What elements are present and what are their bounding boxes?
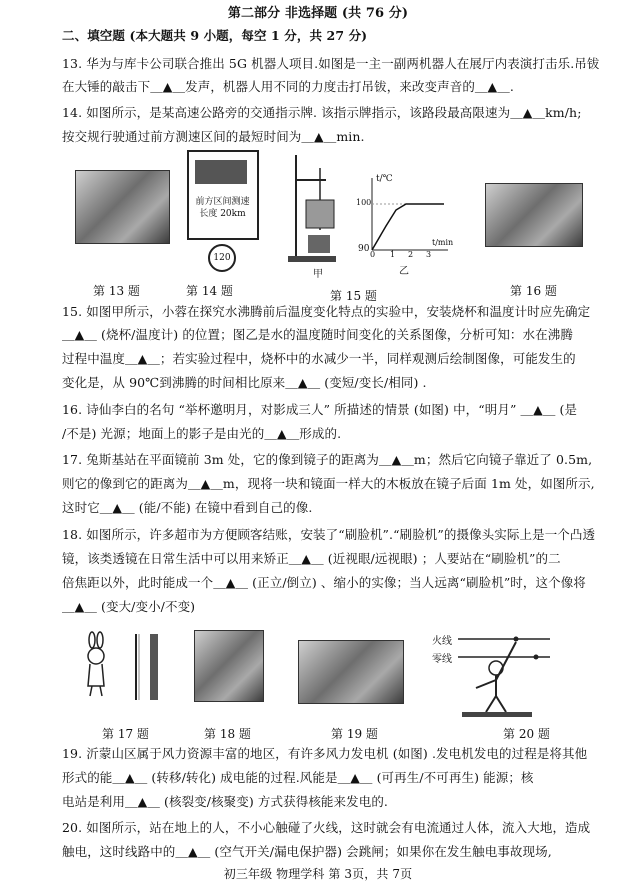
- q16-line-1: 16. 诗仙李白的名句 “举杯邀明月，对影成三人” 所描述的情景 (如图) 中，“明月” ＿▲＿ (是: [62, 402, 578, 417]
- q16-line-2: /不是) 光源；地面上的影子是由光的＿▲＿形成的.: [62, 426, 342, 441]
- figure-20-electric-shock: [432, 630, 552, 720]
- q14-line-1: 14. 如图所示，是某高速公路旁的交通指示牌. 该指示牌指示，该路段最高限速为＿▲＿km/h;: [62, 105, 582, 120]
- graph-xlabel: t/min: [432, 238, 454, 247]
- figure-16-moon-painting: [485, 183, 583, 247]
- figure-19-wind-turbine-photo: [298, 640, 404, 704]
- q14-line-2: 按交规行驶通过前方测速区间的最短时间为＿▲＿min.: [62, 129, 365, 144]
- caption-20: 第 20 题: [503, 727, 550, 741]
- figure-14-traffic-sign: [185, 148, 260, 273]
- caption-13: 第 13 题: [93, 284, 140, 298]
- figure-15-jia-apparatus: [286, 150, 342, 265]
- graph-xtick: 2: [408, 250, 414, 259]
- label-jia: 甲: [313, 269, 323, 280]
- q15-line-2: ＿▲＿ (烧杯/温度计) 的位置；图乙是水的温度随时间变化的关系图像，分析可知：水在沸腾: [62, 327, 573, 342]
- figure-15-yi-graph: [356, 174, 454, 260]
- graph-xtick: 0: [370, 250, 376, 259]
- figure-13-robot-photo: [75, 170, 170, 244]
- q18-line-1: 18. 如图所示，许多超市为方便顾客结账，安装了“刷脸机”.“刷脸机”的摄像头实际上是一个凸透: [62, 527, 596, 542]
- caption-14: 第 14 题: [186, 284, 233, 298]
- part-title: 第二部分 非选择题 (共 76 分): [227, 6, 409, 21]
- q17-line-2: 则它的像到它的距离为＿▲＿m，现将一块和镜面一样大的木板放在镜子后面 1m 处，如图所示,: [62, 476, 595, 491]
- label-yi: 乙: [399, 266, 409, 277]
- caption-16: 第 16 题: [510, 284, 557, 298]
- q19-line-1: 19. 沂蒙山区属于风力资源丰富的地区，有许多风力发电机 (如图) .发电机发电的过程是将其他: [62, 746, 588, 761]
- sign-text-line-1: 前方区间测速: [195, 197, 250, 207]
- q17-line-1: 17. 兔斯基站在平面镜前 3m 处，它的像到镜子的距离为＿▲＿m；然后它向镜子靠近了 0.5m,: [62, 452, 593, 467]
- q20-line-1: 20. 如图所示，站在地上的人，不小心触碰了火线，这时就会有电流通过人体，流入大地，造成: [62, 820, 591, 835]
- q19-line-3: 电站是利用＿▲＿ (核裂变/核聚变) 方式获得核能来发电的.: [62, 794, 388, 809]
- q13-line-2: 在大锤的敲击下＿▲＿发声，机器人用不同的力度击打吊钹，来改变声音的＿▲＿.: [62, 79, 514, 94]
- section-title: 二、填空题 (本大题共 9 小题，每空 1 分，共 27 分): [62, 28, 368, 43]
- speed-limit-sign: 120: [208, 244, 236, 272]
- q18-line-2: 镜，该类透镜在日常生活中可以用来矫正＿▲＿ (近视眼/远视眼) ；人要站在“刷脸机”的二: [62, 551, 561, 566]
- neutral-wire-label: 零线: [432, 654, 452, 665]
- graph-ytick-100: 100: [356, 198, 372, 207]
- caption-15: 第 15 题: [330, 289, 377, 303]
- caption-18: 第 18 题: [204, 727, 251, 741]
- fire-wire-label: 火线: [432, 636, 452, 647]
- graph-xtick: 1: [390, 250, 396, 259]
- figure-17-rabbit-and-mirror: [76, 630, 166, 700]
- caption-19: 第 19 题: [331, 727, 378, 741]
- q18-line-3: 倍焦距以外，此时能成一个＿▲＿ (正立/倒立) 、缩小的实像；当人远离“刷脸机”时，这个像将: [62, 575, 586, 590]
- graph-xtick: 3: [426, 250, 432, 259]
- graph-ylabel: t/℃: [376, 174, 393, 184]
- q15-line-3: 过程中温度＿▲＿；若实验过程中，烧杯中的水减少一半，同样观测后绘制图像，可能发生的: [62, 351, 576, 366]
- caption-17: 第 17 题: [102, 727, 149, 741]
- q17-line-3: 这时它＿▲＿ (能/不能) 在镜中看到自己的像.: [62, 500, 313, 515]
- q15-line-1: 15. 如图甲所示，小蓉在探究水沸腾前后温度变化特点的实验中，安装烧杯和温度计时应先确定: [62, 304, 591, 319]
- q15-line-4: 变化是，从 90℃到沸腾的时间相比原来＿▲＿ (变短/变长/相同) .: [62, 375, 427, 390]
- q13-line-1: 13. 华为与库卡公司联合推出 5G 机器人项目.如图是一主一副两机器人在展厅内表演打击乐.吊钹: [62, 56, 600, 71]
- graph-ytick-90: 90: [358, 244, 370, 254]
- q18-line-4: ＿▲＿ (变大/变小/不变): [62, 599, 196, 614]
- q19-line-2: 形式的能＿▲＿ (转移/转化) 成电能的过程.风能是＿▲＿ (可再生/不可再生) 能源；核: [62, 770, 534, 785]
- q20-line-2: 触电，这时线路中的＿▲＿ (空气开关/漏电保护器) 会跳闸；如果你在发生触电事故现场,: [62, 844, 552, 859]
- page-footer: 初三年级 物理学科 第 3页，共 7页: [223, 867, 413, 881]
- sign-text-line-2: 长度 20km: [199, 209, 246, 219]
- figure-18-face-scanner-photo: [194, 630, 264, 702]
